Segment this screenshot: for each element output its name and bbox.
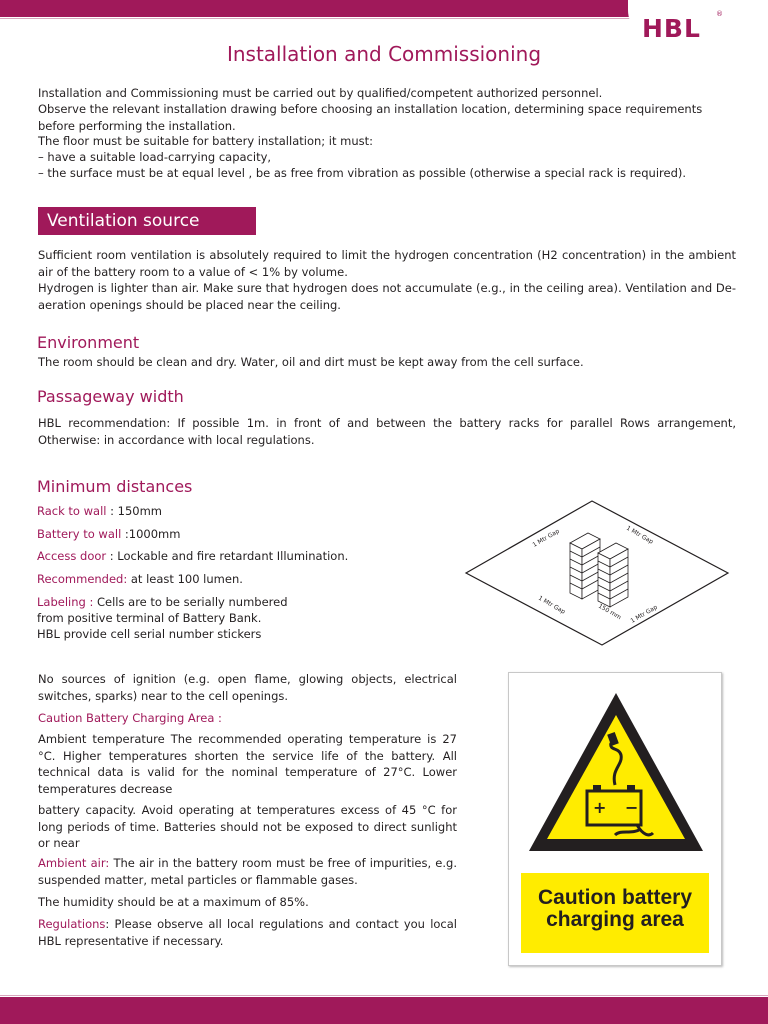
recommended [37, 571, 437, 588]
registered-mark: ® [716, 10, 723, 18]
battery-rack-right [598, 543, 628, 607]
labeling-line-2: from positive terminal of Battery Bank. [37, 611, 262, 625]
ambient-air [38, 855, 457, 888]
passageway-heading: Passageway width [37, 387, 184, 406]
access-door-label: Access door [37, 549, 107, 563]
gap-label-150mm: 150 mm [597, 602, 623, 622]
ambient-air-value: The air in the battery room must be free of impurities, e.g. suspended matter, metal particles or flammable gases. [38, 856, 457, 887]
intro-line-4: – have a suitable load-carrying capacity, [38, 150, 272, 164]
caution-sign [508, 672, 722, 966]
ventilation-paragraph-1: Sufficient room ventilation is absolutely required to limit the hydrogen concentration (H2 concentration) in the ambient air of the battery room to a value of < 1% by volume. [38, 248, 736, 279]
gap-label-top-left: 1 Mtr Gap [531, 527, 561, 549]
ventilation-heading: Ventilation source [38, 207, 256, 235]
access-door [37, 548, 457, 565]
recommended-label: Recommended: [37, 572, 128, 586]
warning-triangle-icon [525, 689, 707, 859]
ambient-air-label: Ambient air: [38, 856, 110, 870]
rack-to-wall-label: Rack to wall [37, 504, 107, 518]
rack-layout-diagram [462, 495, 732, 647]
recommended-value: at least 100 lumen. [127, 572, 243, 586]
intro-line-1: Installation and Commissioning must be carried out by qualified/competent authorized personnel. [38, 86, 603, 100]
regulations-label: Regulations [38, 917, 106, 931]
battery-plus-sign: + [593, 798, 607, 817]
minimum-distances-heading: Minimum distances [37, 477, 193, 496]
regulations-value: : Please observe all local regulations and contact you local HBL representative if necessary. [38, 917, 457, 948]
regulations [38, 916, 457, 949]
temperature-paragraph-1: Ambient temperature The recommended operating temperature is 27 °C. Higher temperatures shorten the service life of the battery. All technical data is valid for the nominal temperature of 27°C. Lower temperatures decrease [38, 732, 457, 796]
caution-sign-line-1: Caution battery [537, 886, 692, 909]
intro-line-5: – the surface must be at equal level , be as free from vibration as possible (otherwise a special rack is required). [38, 166, 687, 180]
ignition-text: No sources of ignition (e.g. open flame, glowing objects, electrical switches, sparks) near to the cell openings. [38, 672, 457, 703]
gap-label-bottom-left: 1 Mtr Gap [537, 594, 567, 616]
temperature-paragraph-2: battery capacity. Avoid operating at temperatures excess of 45 °C for long periods of time. Batteries should not be exposed to direct sunlight or near [38, 803, 457, 850]
caution-sign-line-2: charging area [546, 908, 684, 931]
environment-heading: Environment [37, 333, 140, 352]
rack-to-wall-value: : 150mm [106, 504, 163, 518]
rack-to-wall [37, 503, 437, 520]
gap-label-bottom-right: 1 Mtr Gap [629, 603, 659, 625]
bottom-banner [0, 997, 768, 1024]
battery-rack-left [570, 533, 600, 599]
battery-minus-sign: − [625, 798, 639, 817]
intro-line-2: Observe the relevant installation drawing before choosing an installation location, determining space requirements before performing the installation. [38, 102, 703, 133]
labeling [37, 594, 437, 611]
caution-sign-label [521, 873, 709, 953]
labeling-label: Labeling : [37, 595, 94, 609]
humidity-text: The humidity should be at a maximum of 85%. [38, 895, 309, 909]
page-title: Installation and Commissioning [226, 42, 542, 66]
intro-line-3: The floor must be suitable for battery installation; it must: [38, 134, 374, 148]
gap-label-top-right: 1 Mtr Gap [625, 524, 655, 546]
battery-to-wall-value: :1000mm [121, 527, 181, 541]
caution-area-heading: Caution Battery Charging Area : [38, 711, 222, 725]
bottom-divider [0, 995, 768, 996]
environment-text: The room should be clean and dry. Water, oil and dirt must be kept away from the cell surface. [38, 355, 584, 369]
battery-to-wall [37, 526, 437, 543]
labeling-value-1: Cells are to be serially numbered [93, 595, 288, 609]
labeling-line-3: HBL provide cell serial number stickers [37, 627, 262, 641]
passageway-text: HBL recommendation: If possible 1m. in front of and between the battery racks for parallel Rows arrangement, Otherwise: in accordance with local regulations. [38, 416, 736, 447]
ventilation-paragraph-2: Hydrogen is lighter than air. Make sure that hydrogen does not accumulate (e.g., in the ceiling area). Ventilation and De-aeration openings should be placed near the ceiling. [38, 281, 736, 312]
hbl-logo: HBL [642, 14, 701, 43]
access-door-value: : Lockable and fire retardant Illumination. [106, 549, 349, 563]
battery-to-wall-label: Battery to wall [37, 527, 122, 541]
